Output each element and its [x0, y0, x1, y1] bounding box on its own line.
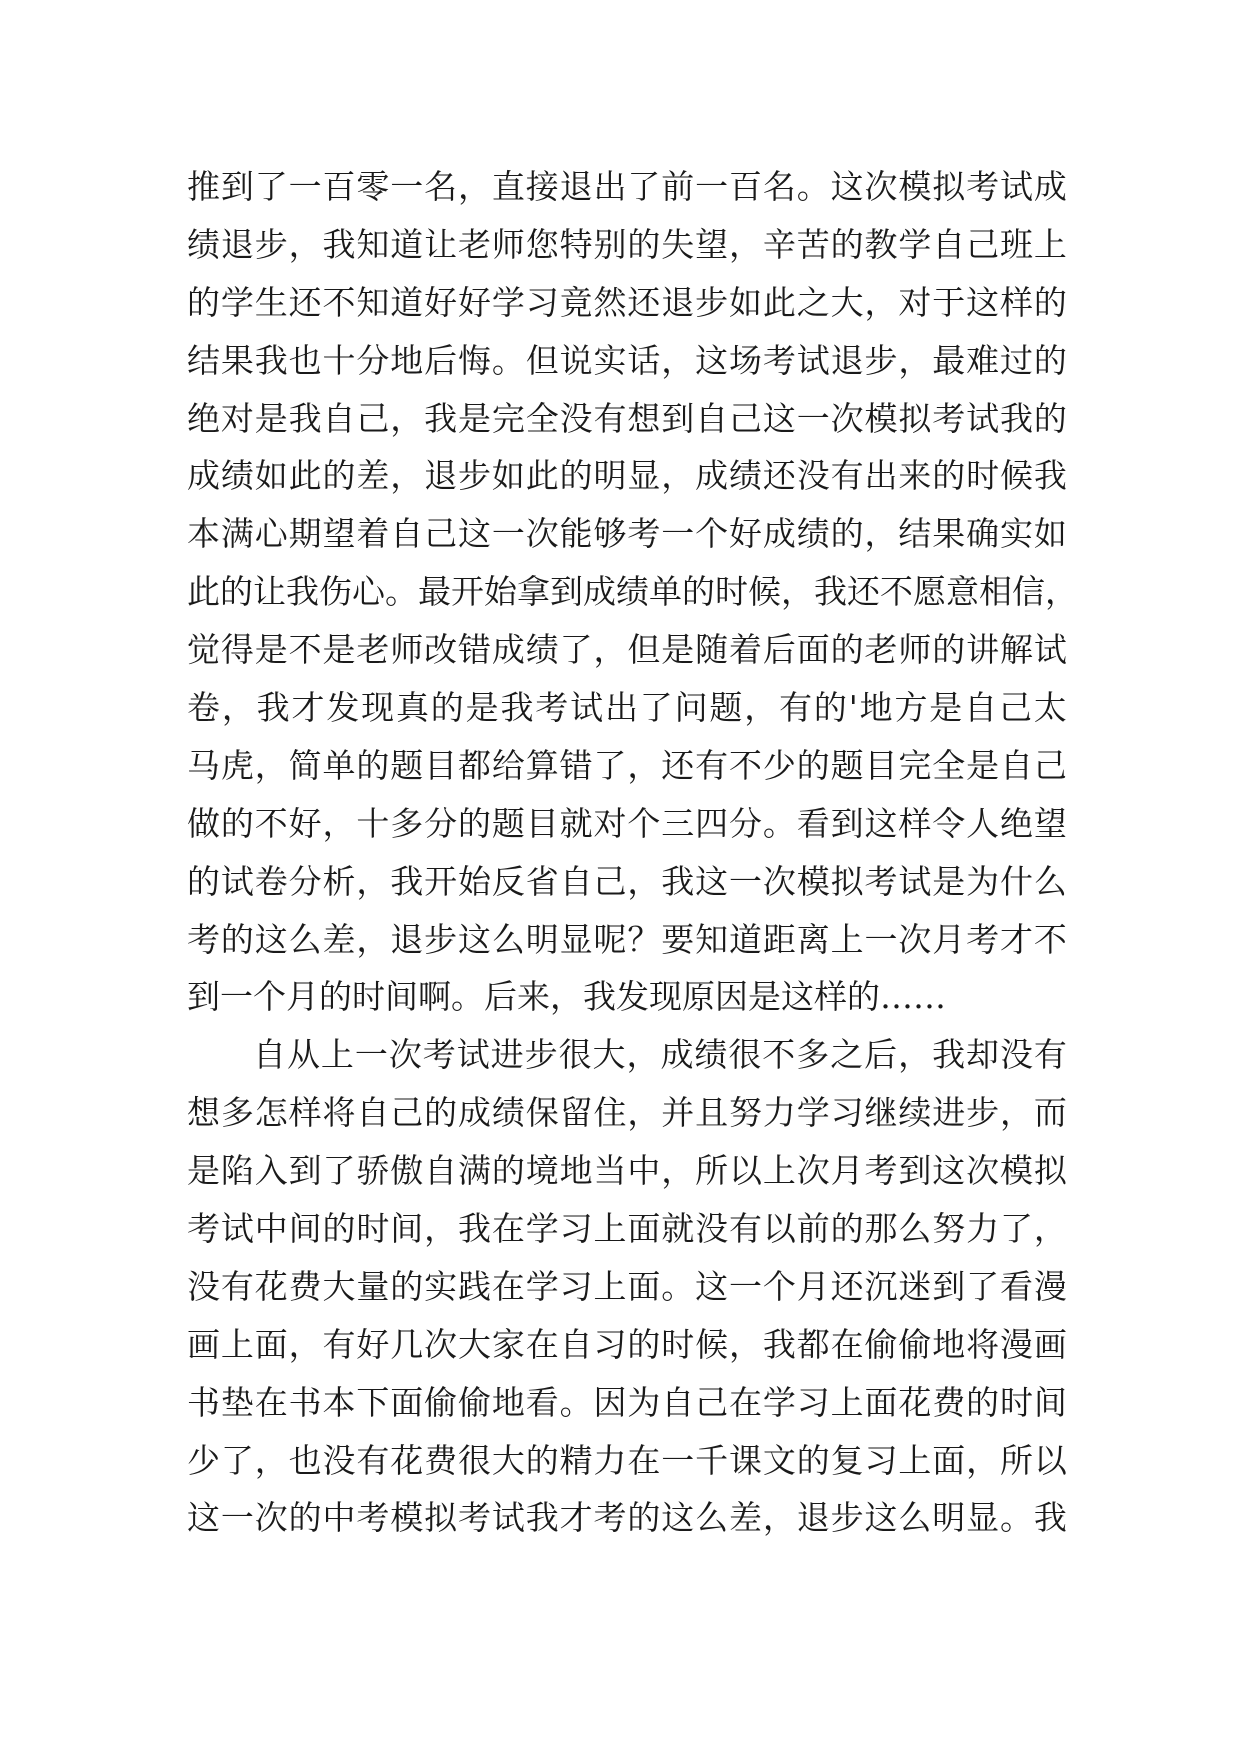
text-line: 少 了 ， 也 没 有 花 费 很 大 的 精 力 在 一 千 课 文 的 复 习 上 面 ， 所 以	[187, 1440, 1067, 1480]
text-line: 此 的 让 我 伤 心 。 最 开 始 拿 到 成 绩 单 的 时 候 ， 我 还 不 愿 意 相 信 ，	[187, 572, 1078, 612]
text-line: 结 果 我 也 十 分 地 后 悔 。 但 说 实 话 ， 这 场 考 试 退 步 ， 最 难 过 的	[187, 340, 1067, 380]
text-line: 书 垫 在 书 本 下 面 偷 偷 地 看 。 因 为 自 己 在 学 习 上 面 花 费 的 时 间	[187, 1382, 1067, 1422]
text-line: 想 多 怎 样 将 自 己 的 成 绩 保 留 住 ， 并 且 努 力 学 习 继 续 进 步 ， 而	[187, 1093, 1067, 1133]
paragraph-first-line: 自 从 上 一 次 考 试 进 步 很 大 ， 成 绩 很 不 多 之 后 ， 我 却 没 有	[253, 1035, 1067, 1075]
text-line: 这 一 次 的 中 考 模 拟 考 试 我 才 考 的 这 么 差 ， 退 步 这 么 明 显 。 我	[187, 1498, 1067, 1538]
text-line: 绝 对 是 我 自 己 ， 我 是 完 全 没 有 想 到 自 己 这 一 次 模 拟 考 试 我 的	[187, 398, 1067, 438]
text-line: 本 满 心 期 望 着 自 己 这 一 次 能 够 考 一 个 好 成 绩 的 ， 结 果 确 实 如	[187, 514, 1067, 554]
text-line: 考 的 这 么 差 ， 退 步 这 么 明 显 呢 ？ 要 知 道 距 离 上 一 次 月 考 才 不	[187, 919, 1067, 959]
text-line: 推 到 了 一 百 零 一 名 ， 直 接 退 出 了 前 一 百 名 。 这 次 模 拟 考 试 成	[187, 167, 1067, 206]
text-line: 的 试 卷 分 析 ， 我 开 始 反 省 自 己 ， 我 这 一 次 模 拟 考 试 是 为 什 么	[187, 861, 1067, 901]
body-text	[187, 158, 1078, 1547]
text-line: 马 虎 ， 简 单 的 题 目 都 给 算 错 了 ， 还 有 不 少 的 题 目 完 全 是 自 己	[187, 745, 1067, 785]
text-line: 的 学 生 还 不 知 道 好 好 学 习 竟 然 还 退 步 如 此 之 大 ， 对 于 这 样 的	[187, 282, 1067, 322]
text-line: 做 的 不 好 ， 十 多 分 的 题 目 就 对 个 三 四 分 。 看 到 这 样 令 人 绝 望	[187, 803, 1067, 843]
text-line: 到一个月的时间啊。后来，我发现原因是这样的……	[187, 977, 946, 1017]
text-line: 考 试 中 间 的 时 间 ， 我 在 学 习 上 面 就 没 有 以 前 的 那 么 努 力 了 ，	[187, 1209, 1067, 1249]
text-line: 绩 退 步 ， 我 知 道 让 老 师 您 特 别 的 失 望 ， 辛 苦 的 教 学 自 己 班 上	[187, 224, 1067, 264]
text-line: 画 上 面 ， 有 好 几 次 大 家 在 自 习 的 时 候 ， 我 都 在 偷 偷 地 将 漫 画	[187, 1324, 1067, 1364]
text-line: 觉 得 是 不 是 老 师 改 错 成 绩 了 ， 但 是 随 着 后 面 的 老 师 的 讲 解 试	[187, 630, 1067, 670]
text-line: 成 绩 如 此 的 差 ， 退 步 如 此 的 明 显 ， 成 绩 还 没 有 出 来 的 时 候 我	[187, 456, 1067, 496]
text-line: 没 有 花 费 大 量 的 实 践 在 学 习 上 面 。 这 一 个 月 还 沉 迷 到 了 看 漫	[187, 1266, 1067, 1306]
text-line: 卷 ， 我 才 发 现 真 的 是 我 考 试 出 了 问 题 ， 有 的 ' 地 方 是 自 己 太	[187, 688, 1067, 728]
text-line: 是 陷 入 到 了 骄 傲 自 满 的 境 地 当 中 ， 所 以 上 次 月 考 到 这 次 模 拟	[187, 1151, 1067, 1191]
